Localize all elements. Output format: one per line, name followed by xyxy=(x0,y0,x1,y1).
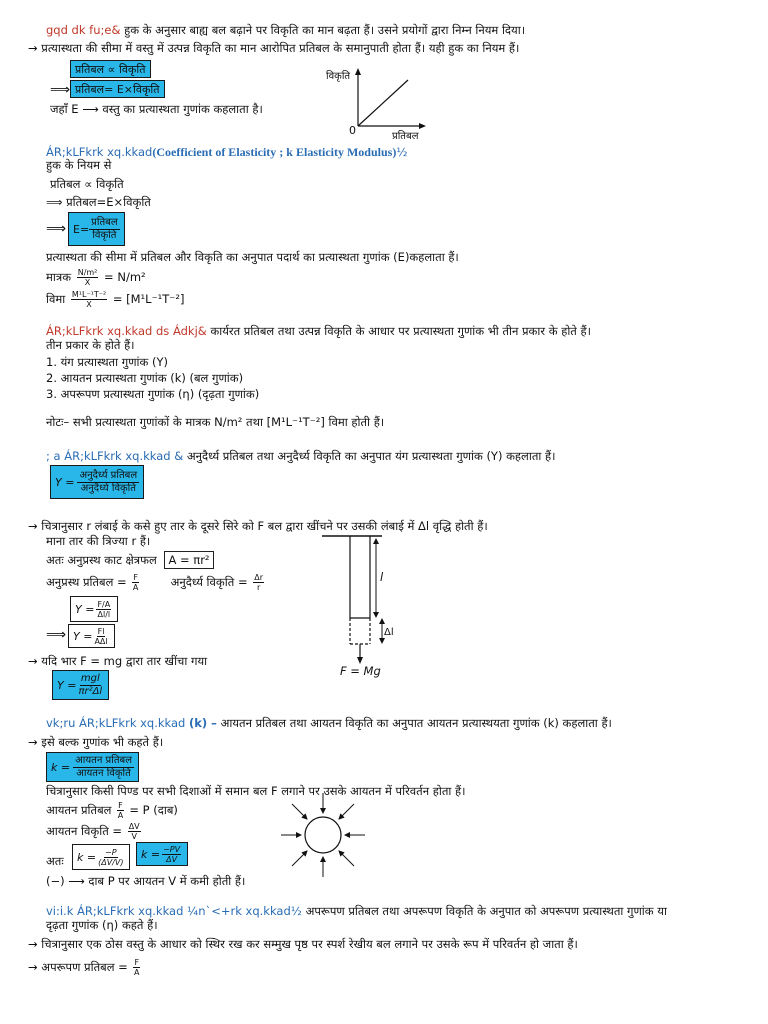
young-l2: → चित्रानुसार r लंबाई के कसे हुए तार के दूसरे सिरे को F बल द्वारा खींचने पर उसकी लंबाई में Δl वृद्धि होती हैं। xyxy=(28,519,488,533)
implies-arrow: ⟹ xyxy=(50,82,71,98)
young-l6: → यदि भार F = mg द्वारा तार खींचा गया xyxy=(28,654,208,668)
graph-line xyxy=(358,80,408,126)
bulk-formula-box: k = आयतन प्रतिबल आयतन विकृति xyxy=(46,752,139,782)
graph-y-label: विकृति xyxy=(326,71,351,82)
bulk-k2-box: k = $\frac{-PV}{\Delta V}$ xyxy=(136,842,188,866)
hooke-formula-box: प्रतिबल= E×विकृति xyxy=(70,80,165,98)
hooke-line3: जहाँ E ⟶ वस्तु का प्रत्यास्थता गुणांक कहलाता है। xyxy=(50,102,263,116)
coeff-l3: ⟹ प्रतिबल=E×विकृति xyxy=(46,195,151,209)
hooke-heading: gqd dk fu;e& xyxy=(46,23,121,37)
types-item-3: 3. अपरूपण प्रत्यास्थता गुणांक (η) (दृढ़ता गुणांक) xyxy=(46,387,260,401)
bulk-line1: vk;ru ÁR;kLFkrk xq.kkad (k) – आयतन प्रतिबल तथा आयतन विकृति का अनुपात आयतन प्रत्यास्थयता गुणांक (k) कहलाता हैं। xyxy=(46,716,612,730)
fig-force-label: F = Mg xyxy=(340,664,381,678)
shear-l3: → चित्रानुसार एक ठोस वस्तु के आधार को स्थिर रख कर सम्मुख पृष्ठ पर स्पर्श रेखीय बल लगाने पर उसके रूप में परिवर्तन हो जाता हैं। xyxy=(28,937,578,951)
types-item-2: 2. आयतन प्रत्यास्थता गुणांक (k) (बल गुणांक) xyxy=(46,371,244,385)
unit-line: मात्रक $\frac{\text{N/m²}}{X}$ = N/m² xyxy=(46,268,146,287)
wire-figure xyxy=(322,532,412,672)
bulk-l4: आयतन प्रतिबल $\frac{F}{A}$ = P (दाब) xyxy=(46,801,178,820)
bulk-heading: vk;ru ÁR;kLFkrk xq.kkad xyxy=(46,716,186,730)
coeff-l1: हुक के नियम से xyxy=(46,158,112,172)
coeff-heading: ÁR;kLFkrk xq.kkad(Coefficient of Elasticity ; k Elasticity Modulus)½ xyxy=(46,145,408,159)
sphere-pressure-figure xyxy=(278,790,368,880)
shear-heading: vi:i.k ÁR;kLFkrk xq.kkad xyxy=(46,904,184,918)
hooke-line2: → प्रत्यास्थता की सीमा में वस्तु में उत्पन्न विकृति का मान आरोपित प्रतिबल के समानुपाती होता हैं। यही हुक का नियम हैं। xyxy=(28,41,520,55)
coeff-l2: प्रतिबल ∝ विकृति xyxy=(50,177,124,191)
types-note: नोटः– सभी प्रत्यास्थता गुणांकों के मात्रक N/m² तथा [M¹L⁻¹T⁻²] विमा होती हैं। xyxy=(46,415,385,429)
bulk-l6: अतः xyxy=(46,854,64,868)
bulk-l5: आयतन विकृति = $\frac{\Delta V}{V}$ xyxy=(46,822,140,841)
young-y2-box: Y = $\frac{Fl}{\text{AΔl}}$ xyxy=(68,624,115,648)
types-item-1: 1. यंग प्रत्यास्थता गुणांक (Y) xyxy=(46,355,168,369)
graph-x-label: प्रतिबल xyxy=(392,131,419,142)
bulk-l2: → इसे बल्क गुणांक भी कहते हैं। xyxy=(28,735,164,749)
bulk-l7: (−) ⟶ दाब P पर आयतन V में कमी होती हैं। xyxy=(46,874,246,888)
graph-origin: 0 xyxy=(349,124,356,137)
young-heading: ; a ÁR;kLFkrk xq.kkad & xyxy=(46,449,184,463)
sphere xyxy=(305,817,341,853)
area-formula-box: A = πr² xyxy=(164,551,213,569)
dimension-line: विमा $\frac{\text{M¹L⁻¹T⁻²}}{X}$ = [M¹L⁻¹T⁻²] xyxy=(46,290,185,309)
shear-l4: → अपरूपण प्रतिबल = $\frac{F}{A}$ xyxy=(28,958,140,977)
types-heading: ÁR;kLFkrk xq.kkad ds Ádkj& xyxy=(46,324,207,338)
coeff-l4: प्रत्यास्थता की सीमा में प्रतिबल और विकृति का अनुपात पदार्थ का प्रत्यास्थता गुणांक (E)कहलाता हैं। xyxy=(46,250,459,264)
young-implies: ⟹ xyxy=(46,627,67,643)
bulk-k1-box: k = $\frac{-P}{(\Delta V/V)}$ xyxy=(72,844,130,870)
shear-line1: vi:i.k ÁR;kLFkrk xq.kkad ¼n`<+rk xq.kkad½ अपरूपण प्रतिबल तथा अपरूपण विकृति के अनुपात को अपरूपण प्रत्यास्थता गुणांक या xyxy=(46,904,667,918)
young-y1-box: Y = $\frac{F/A}{\Delta l/l}$ xyxy=(70,596,118,622)
shear-l2: दृढ़ता गुणांक (η) कहते हैं। xyxy=(46,918,158,932)
young-l4: अतः अनुप्रस्थ काट क्षेत्रफल A = πr² xyxy=(46,551,214,569)
fig-length-label: l xyxy=(380,570,384,584)
young-y3-box: Y = $\frac{\text{mgl}}{\text{πr²Δl}}$ xyxy=(52,670,109,700)
coeff-implies: ⟹ xyxy=(46,221,67,237)
fig-dl-label: Δl xyxy=(384,627,394,638)
bulk-l3: चित्रानुसार किसी पिण्ड पर सभी दिशाओं में समान बल F लगाने पर उसके आयतन में परिवर्तन होता हैं। xyxy=(46,784,466,798)
types-line1: ÁR;kLFkrk xq.kkad ds Ádkj& कार्यरत प्रतिबल तथा उत्पन्न विकृति के आधार पर प्रत्यास्थता गुणांक भी तीन प्रकार के होते हैं। xyxy=(46,324,591,338)
young-line1: ; a ÁR;kLFkrk xq.kkad & अनुदैर्ध्य प्रतिबल तथा अनुदैर्ध्य विकृति का अनुपात यंग प्रत्यास्थता गुणांक (Y) कहलाता हैं। xyxy=(46,449,556,463)
proportion-box: प्रतिबल ∝ विकृति xyxy=(70,60,151,78)
e-formula-box: E= प्रतिबल विकृति xyxy=(68,212,125,246)
young-formula-box: Y = अनुदैर्ध्य प्रतिबल अनुदैर्ध्य विकृति xyxy=(50,465,144,499)
hooke-line1: gqd dk fu;e& हुक के अनुसार बाह्य बल बढ़ाने पर विकृति का मान बढ़ता हैं। उसने प्रयोगों द्वारा निम्न नियम दिया। xyxy=(46,23,526,37)
types-l2: तीन प्रकार के होते हैं। xyxy=(46,338,135,352)
young-l5: अनुप्रस्थ प्रतिबल = $\frac{F}{A}$ अनुदैर्ध्य विकृति = $\frac{\Delta r}{r}$ xyxy=(46,573,264,592)
young-l3: माना तार की त्रिज्या r हैं। xyxy=(46,534,151,548)
